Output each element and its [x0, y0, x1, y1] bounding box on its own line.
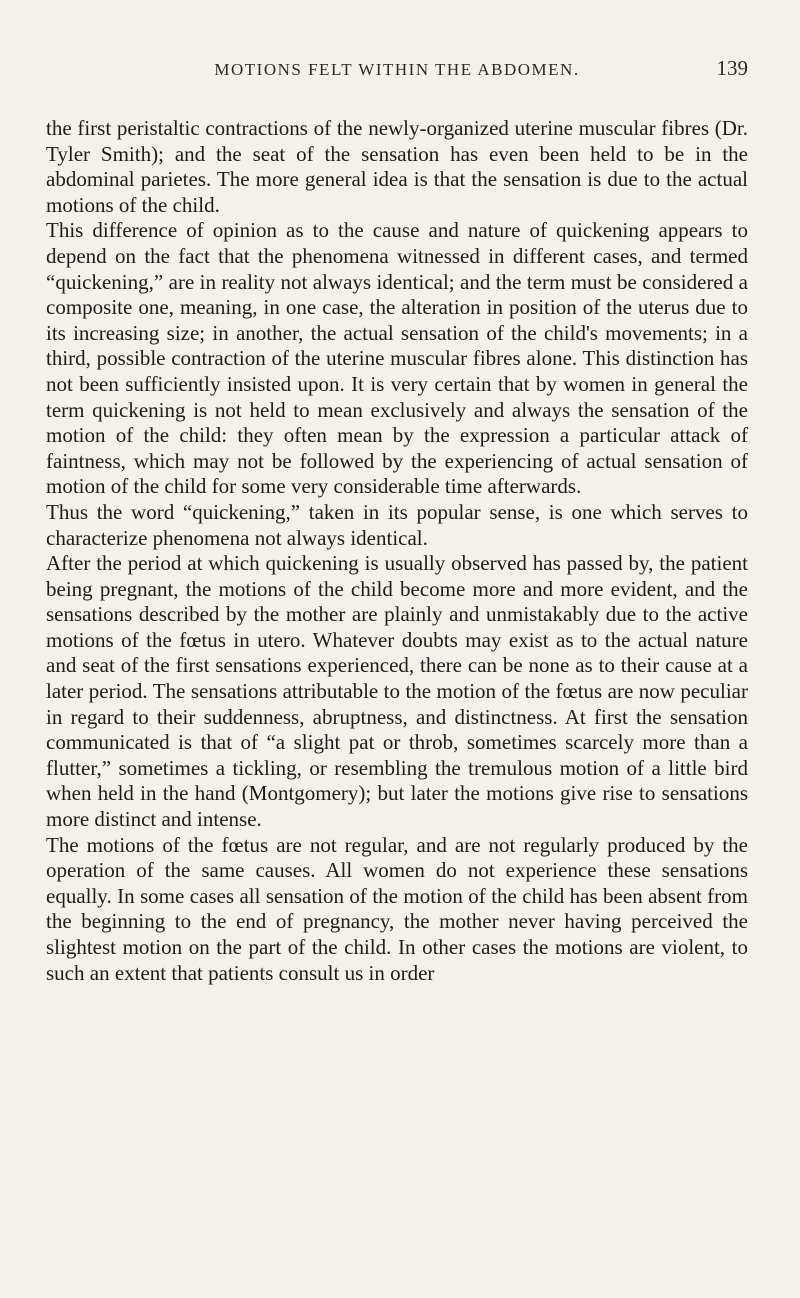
paragraph: the first peristaltic contractions of the newly-organized uterine muscular fibres (Dr. Tyler Smith); and the seat of the sensation has even been held to be in the abdominal parietes. The more general idea is that the sensation is due to the actual motions of the child.: [46, 116, 748, 217]
paragraph: This difference of opinion as to the cause and nature of quickening appears to depend on the fact that the phenomena witnessed in different cases, and termed “quickening,” are in reality not always identical; and the term must be considered a composite one, meaning, in one case, the alteration in position of the uterus due to its increasing size; in another, the actual sensation of the child's movements; in a third, possible contraction of the uterine muscular fibres alone. This distinction has not been sufficiently insisted upon. It is very certain that by women in general the term quickening is not held to mean exclusively and always the sensation of the motion of the child: they often mean by the expression a particular attack of faintness, which may not be followed by the experiencing of actual sensation of motion of the child for some very considerable time afterwards.: [46, 218, 748, 499]
paragraph: The motions of the fœtus are not regular, and are not regularly produced by the operation of the same causes. All women do not experience these sensations equally. In some cases all sensation of the motion of the child has been absent from the beginning to the end of pregnancy, the mother never having perceived the slightest motion on the part of the child. In other cases the motions are violent, to such an extent that patients consult us in order: [46, 832, 748, 985]
page-header: [46, 0, 748, 116]
paragraph: Thus the word “quickening,” taken in its popular sense, is one which serves to characterize phenomena not always identical.: [46, 499, 748, 550]
running-head: MOTIONS FELT WITHIN THE ABDOMEN.: [214, 60, 580, 79]
body-text: [46, 116, 748, 986]
paragraph: After the period at which quickening is usually observed has passed by, the patient being pregnant, the motions of the child become more and more evident, and the sensations described by the mother are plainly and unmistakably due to the active motions of the fœtus in utero. Whatever doubts may exist as to the actual nature and seat of the first sensations experienced, there can be none as to their cause at a later period. The sensations attributable to the motion of the fœtus are now peculiar in regard to their suddenness, abruptness, and distinctness. At first the sensation communicated is that of “a slight pat or throb, sometimes scarcely more than a flutter,” sometimes a tickling, or resembling the tremulous motion of a little bird when held in the hand (Montgomery); but later the motions give rise to sensations more distinct and intense.: [46, 551, 748, 832]
page-number: 139: [716, 56, 748, 80]
